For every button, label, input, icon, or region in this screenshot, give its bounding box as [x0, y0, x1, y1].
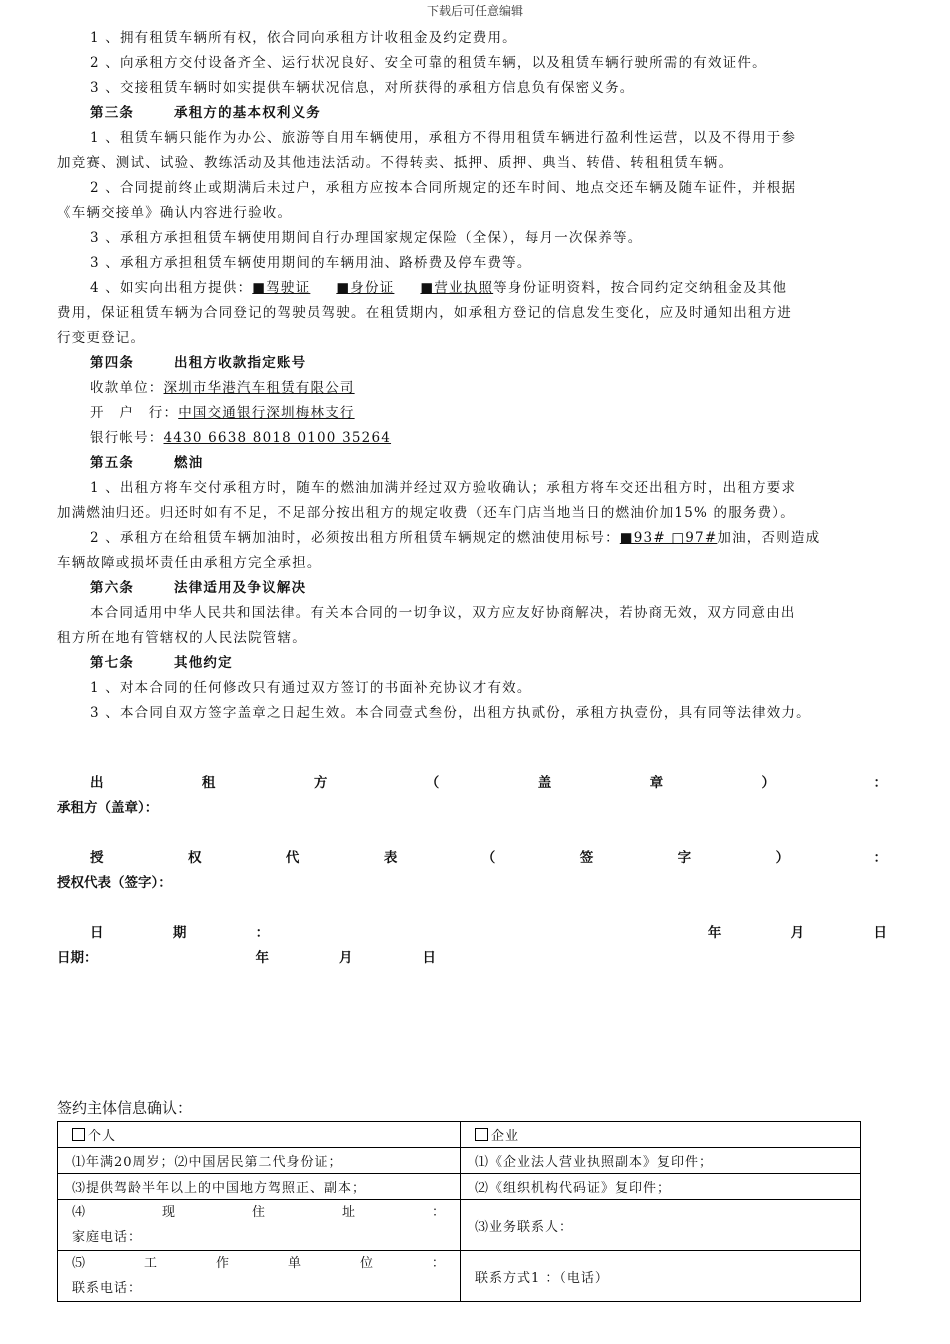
- p4-suffix: 等身份证明资料，按合同约定交纳租金及其他: [493, 280, 788, 296]
- sig-char: 字: [677, 850, 692, 866]
- date-block: [57, 921, 887, 971]
- enterprise-cell[interactable]: [461, 1122, 861, 1148]
- article-title: 其他约定: [174, 655, 233, 671]
- sig-char: 权: [187, 850, 202, 866]
- p4-prefix: 4 、如实向出租方提供：: [90, 280, 253, 296]
- article-3-p4b: 费用，保证租赁车辆为合同登记的驾驶员驾驶。在租赁期内，如承租方登记的信息发生变化，应及时通知出租方进: [57, 305, 792, 321]
- sig-char: 签: [579, 850, 594, 866]
- checkbox-icon[interactable]: [72, 1128, 85, 1141]
- article-number: 第三条: [90, 105, 135, 121]
- sig-char: 方: [313, 775, 328, 791]
- date-char: 年: [707, 925, 722, 941]
- date-char: 月: [790, 925, 805, 941]
- payee-value: 深圳市华港汽车租赁有限公司: [163, 380, 355, 396]
- article-number: 第六条: [90, 580, 135, 596]
- address-cell[interactable]: [58, 1200, 461, 1251]
- lessor-obligation-2: 2 、向承租方交付设备齐全、运行状况良好、安全可靠的租赁车辆，以及租赁车辆行驶所需的有效证件。: [90, 55, 767, 71]
- article-title: 燃油: [174, 455, 204, 471]
- home-phone-label: 家庭电话：: [72, 1230, 143, 1245]
- cell-char: 址: [341, 1205, 356, 1220]
- page-header: 下载后可任意编辑: [426, 4, 523, 18]
- date2-label: 日期：: [57, 950, 98, 966]
- article-3-p4: [57, 276, 897, 301]
- cell-char: 作: [215, 1256, 230, 1271]
- workplace-cell[interactable]: [58, 1251, 461, 1302]
- address-line: [72, 1200, 446, 1225]
- lessee-seal-line: 承租方（盖章）：: [57, 800, 159, 816]
- payee-line: [57, 376, 897, 401]
- sig-char: ：: [873, 850, 887, 866]
- p2-suffix: 加油，否则造成: [717, 530, 821, 546]
- sig-char: 授: [90, 850, 104, 866]
- article-number: 第七条: [90, 655, 135, 671]
- sig-char: （: [481, 850, 496, 866]
- date-char: ：: [255, 925, 270, 941]
- bank-line: [57, 401, 897, 426]
- payee-label: 收款单位：: [90, 380, 164, 396]
- enterprise-label: 企业: [491, 1129, 520, 1144]
- p2-prefix: 2 、承租方在给租赁车辆加油时，必须按出租方所租赁车辆规定的燃油使用标号：: [90, 530, 620, 546]
- representative-signature-block: [57, 846, 887, 896]
- article-3-p3: 3 、承租方承担租赁车辆使用期间自行办理国家规定保险（全保），每月一次保养等。: [90, 230, 643, 246]
- article-3-p3b: 3 、承租方承担租赁车辆使用期间的车辆用油、路桥费及停车费等。: [90, 255, 532, 271]
- article-6-p1b: 租方所在地有管辖权的人民法院管辖。: [57, 630, 307, 646]
- lessor-seal-line: [57, 771, 887, 796]
- article-3-p1a: 1 、租赁车辆只能作为办公、旅游等自用车辆使用，承租方不得用租赁车辆进行盈利性运营，以及不得用于参: [90, 130, 797, 146]
- date-char: 日: [873, 925, 887, 941]
- cell-char: ⑷: [72, 1205, 87, 1220]
- confirm-title: 签约主体信息确认：: [57, 1099, 193, 1117]
- business-contact-cell[interactable]: ⑶业务联系人：: [461, 1200, 861, 1251]
- date2-line: [57, 946, 887, 971]
- sig-char: 章: [649, 775, 664, 791]
- sig-char: （: [425, 775, 440, 791]
- cell-char: 位: [359, 1256, 374, 1271]
- signatory-info-table: [57, 1121, 861, 1302]
- article-3-p2b: 《车辆交接单》确认内容进行验收。: [57, 205, 293, 221]
- article-3-p4c: 行变更登记。: [57, 330, 146, 346]
- account-value: 4430 6638 8018 0100 35264: [163, 430, 392, 446]
- sig-char: 代: [285, 850, 300, 866]
- article-3-p2a: 2 、合同提前终止或期满后未过户，承租方应按本合同所规定的还车时间、地点交还车辆及随车证件，并根据: [90, 180, 797, 196]
- article-3-p1b: 加竞赛、测试、试验、教练活动及其他违法活动。不得转卖、抵押、质押、典当、转借、转租租赁车辆。: [57, 155, 734, 171]
- sig-char: 出: [90, 775, 104, 791]
- article-3-heading: [57, 101, 897, 126]
- lessor-obligation-1: 1 、拥有租赁车辆所有权，依合同向承租方计收租金及约定费用。: [90, 30, 517, 46]
- rep-signature-line: [57, 846, 887, 871]
- contract-body: [57, 26, 897, 726]
- doc-id-card: ■身份证: [336, 280, 395, 296]
- sig-char: 租: [201, 775, 216, 791]
- article-number: 第四条: [90, 355, 135, 371]
- date-char: 期: [172, 925, 187, 941]
- contact-method-cell[interactable]: 联系方式1 ：（电话）: [461, 1251, 861, 1302]
- article-7-p3: 3 、本合同自双方签字盖章之日起生效。本合同壹式叁份，出租方执贰份，承租方执壹份，具有同等法律效力。: [90, 705, 811, 721]
- article-7-p1: 1 、对本合同的任何修改只有通过双方签订的书面补充协议才有效。: [90, 680, 532, 696]
- article-6-heading: [57, 576, 897, 601]
- doc-business-license: ■营业执照: [420, 280, 494, 296]
- lessor-signature-block: [57, 771, 887, 821]
- enterprise-req-2: ⑵《组织机构代码证》复印件；: [461, 1174, 861, 1200]
- rep2-signature-line: 授权代表（签字）：: [57, 875, 172, 891]
- sig-char: ）: [761, 775, 776, 791]
- article-number: 第五条: [90, 455, 135, 471]
- cell-char: ⑸: [72, 1256, 87, 1271]
- cell-char: 现: [161, 1205, 176, 1220]
- cell-char: ：: [431, 1205, 446, 1220]
- article-5-p2b: 车辆故障或损坏责任由承租方完全承担。: [57, 555, 322, 571]
- article-5-p1a: 1 、出租方将车交付承租方时，随车的燃油加满并经过双方验收确认；承租方将车交还出租方时，出租方要求: [90, 480, 797, 496]
- individual-label: 个人: [88, 1129, 117, 1144]
- date2-year: 年: [255, 950, 269, 966]
- article-title: 法律适用及争议解决: [174, 580, 307, 596]
- sig-char: ）: [775, 850, 790, 866]
- article-5-p2: [57, 526, 897, 551]
- cell-char: 住: [251, 1205, 266, 1220]
- checkbox-icon[interactable]: [475, 1128, 488, 1141]
- account-label: 银行帐号：: [90, 430, 164, 446]
- contact-phone-label: 联系电话：: [72, 1281, 143, 1296]
- lessor-obligation-3: 3 、交接租赁车辆时如实提供车辆状况信息，对所获得的承租方信息负有保密义务。: [90, 80, 635, 96]
- sig-char: 盖: [537, 775, 552, 791]
- article-4-heading: [57, 351, 897, 376]
- sig-char: ：: [873, 775, 887, 791]
- date-char: 日: [90, 925, 104, 941]
- fuel-grade: ■93# □97#: [619, 530, 718, 546]
- individual-cell[interactable]: [58, 1122, 461, 1148]
- article-7-heading: [57, 651, 897, 676]
- cell-char: ：: [431, 1256, 446, 1271]
- article-6-p1a: 本合同适用中华人民共和国法律。有关本合同的一切争议，双方应友好协商解决，若协商无效，双方同意由出: [90, 605, 796, 621]
- workplace-line: [72, 1251, 446, 1276]
- article-5-heading: [57, 451, 897, 476]
- enterprise-req-1: ⑴《企业法人营业执照副本》复印件；: [461, 1148, 861, 1174]
- sig-char: 表: [383, 850, 398, 866]
- doc-driving-license: ■驾驶证: [252, 280, 311, 296]
- individual-req-1: ⑴年满20周岁；⑵中国居民第二代身份证；: [58, 1148, 461, 1174]
- cell-char: 工: [143, 1256, 158, 1271]
- bank-value: 中国交通银行深圳梅林支行: [178, 405, 355, 421]
- article-title: 承租方的基本权利义务: [174, 105, 321, 121]
- bank-label: 开 户 行：: [90, 405, 179, 421]
- account-line: [57, 426, 897, 451]
- date2-day: 日: [422, 950, 436, 966]
- article-title: 出租方收款指定账号: [174, 355, 307, 371]
- date-line: [57, 921, 887, 946]
- cell-char: 单: [287, 1256, 302, 1271]
- article-5-p1b: 加满燃油归还。归还时如有不足，不足部分按出租方的规定收费（还车门店当地当日的燃油价加15% 的服务费）。: [57, 505, 795, 521]
- date2-month: 月: [339, 950, 353, 966]
- individual-req-2: ⑶提供驾龄半年以上的中国地方驾照正、副本；: [58, 1174, 461, 1200]
